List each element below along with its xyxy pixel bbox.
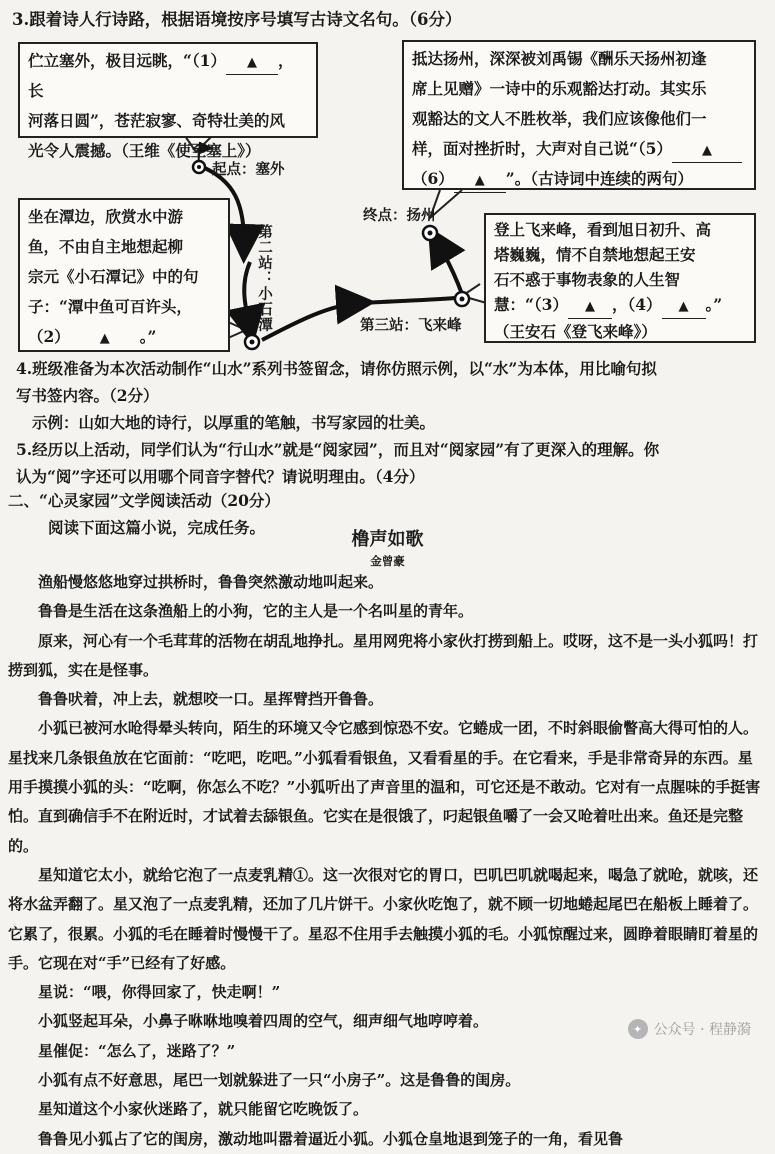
callout-tail (228, 322, 246, 338)
box-line: （王安石《登飞来峰》） (494, 322, 657, 341)
answer-blank-3[interactable]: ▲ (568, 294, 612, 319)
station-start-label: 起点：塞外 (212, 161, 285, 178)
answer-blank-2[interactable]: ▲ (70, 326, 140, 351)
story-paragraph: 星说：“喂，你得回家了，快走啊！” (38, 983, 281, 1002)
watermark (628, 1019, 751, 1039)
box-line: 河落日圆”，苍茫寂寥、奇特壮美的风 (28, 111, 285, 130)
callout-box-feilaifeng (484, 213, 756, 343)
story-paragraph: 星催促：“怎么了，迷路了？” (38, 1041, 236, 1060)
station-marker-icon (423, 226, 437, 240)
callout-box-xiaoshitan (18, 198, 230, 352)
answer-blank-5[interactable]: ▲ (672, 138, 742, 163)
question-3-title: 3.跟着诗人行诗路，根据语境按序号填写古诗文名句。（6分） (12, 10, 462, 29)
callout-box-saiwai (18, 42, 318, 160)
answer-blank-4[interactable]: ▲ (662, 294, 706, 319)
story-paragraph: 鲁鲁见小狐占了它的闺房，激动地叫嚣着逼近小狐。小狐仓皇地退到笼子的一角，看见鲁 (38, 1129, 624, 1148)
box-line: 席上见赠》一诗中的乐观豁达打动。其实乐 (412, 79, 707, 98)
story-body (8, 568, 763, 1154)
station-marker-icon (455, 292, 469, 306)
answer-blank-1[interactable]: ▲ (226, 50, 278, 75)
box-line: （6） ▲ ”。（古诗词中连续的两句） (412, 164, 746, 194)
box-line: 光令人震撼。（王维《使至塞上》） (28, 141, 261, 160)
box-line: 观豁达的文人不胜枚举，我们应该像他们一 (412, 109, 707, 128)
box-line: 伫立塞外，极目远眺，“（1） ▲ ，长 (28, 51, 294, 100)
story-paragraph: 星知道它太小，就给它泡了一点麦乳精①。这一次很对它的胃口，巴叽巴叽就喝起来，喝急了就呛，就咳，还将水盆弄翻了。星又泡了一点麦乳精，还加了几片饼干。小家伙吃饱了，就不顾一切地蜷起尾巴在船板上睡着了。它累了，很累。小狐的毛在睡着时慢慢干了。星忍不住用手去触摸小狐的毛。小狐惊醒过来，圆睁着眼睛盯着星的手。它现在对“手”已经有了好感。 (8, 865, 759, 972)
box-line: 样，面对挫折时，大声对自己说“（5） ▲ (412, 134, 746, 164)
route-path (436, 240, 462, 294)
question-4-line: 写书签内容。（2分） (16, 386, 159, 405)
question-4-example: 示例：山如大地的诗行，以厚重的笔触，书写家园的壮美。 (32, 413, 436, 432)
story-title: 橹声如歌 (351, 529, 424, 550)
question-5-line: 认为“阅”字还可以用哪个同音字替代？请说明理由。（4分） (16, 467, 425, 486)
station-third-label: 第三站：飞来峰 (360, 317, 462, 334)
story-paragraph: 鲁鲁吠着，冲上去，就想咬一口。星挥臂挡开鲁鲁。 (38, 690, 384, 709)
story-paragraph: 小狐有点不好意思，尾巴一划就躲进了一只“小房子”。这是鲁鲁的闺房。 (38, 1071, 521, 1090)
box-line: 鱼，不由自主地想起柳 (28, 237, 184, 256)
story-paragraph: 渔船慢悠悠地穿过拱桥时，鲁鲁突然激动地叫起来。 (38, 573, 384, 591)
watermark-text: 公众号 · 程静漪 (653, 1022, 751, 1038)
section-2-heading: 二、“心灵家园”文学阅读活动（20分） (8, 491, 280, 510)
story-paragraph: 小狐竖起耳朵，小鼻子咻咻地嗅着四周的空气，细声细气地哼哼着。 (38, 1012, 489, 1031)
story-paragraph: 小狐已被河水呛得晕头转向，陌生的环境又令它感到惊恐不安。它蜷成一团，不时斜眼偷瞥高大得可怕的人。星找来几条银鱼放在它面前：“吃吧，吃吧。”小狐看看银鱼，又看看星的手。在它看来，手是非常奇异的东西。星用手摸摸小狐的头：“吃啊，你怎么不吃？”小狐听出了声音里的温和，可它还是不敢动。它对有一点腥味的手挺害怕。直到确信手不在附近时，才试着去舔银鱼。它实在是很饿了，叼起银鱼嚼了一会又呛着吐出来。鱼还是完整的。 (8, 719, 761, 855)
box-line: 登上飞来峰，看到旭日初升、高 (494, 220, 712, 239)
route-path (262, 303, 360, 340)
route-path (360, 298, 455, 303)
question-5 (16, 436, 761, 490)
story-author: 金曾豪 (370, 554, 405, 568)
box-line: 抵达扬州，深深被刘禹锡《酬乐天扬州初逢 (412, 49, 707, 68)
question-4-line: 4.班级准备为本次活动制作“山水”系列书签留念，请你仿照示例，以“水”为本体，用比喻句拟 (16, 359, 657, 378)
story-paragraph: 原来，河心有一个毛茸茸的活物在胡乱地挣扎。星用网兜将小家伙打捞到船上。哎呀，这不是一头小狐吗！打捞到狐，实在是怪事。 (8, 631, 759, 679)
route-path (244, 262, 250, 330)
callout-box-yangzhou (402, 40, 756, 190)
box-line: （2） ▲ 。” (28, 322, 220, 352)
question-4 (16, 355, 761, 436)
story-paragraph: 鲁鲁是生活在这条渔船上的小狗，它的主人是一个名叫星的青年。 (38, 602, 474, 621)
question-5-line: 5.经历以上活动，同学们认为“行山水”就是“阅家园”，而且对“阅家园”有了更深入的理解。你 (16, 440, 660, 459)
box-line: 宗元《小石潭记》中的句 (28, 267, 199, 286)
section-2-instruction: 阅读下面这篇小说，完成任务。 (48, 518, 266, 537)
box-line: 子：“潭中鱼可百许头， (28, 297, 192, 316)
station-second-label: 第二站：小石潭 (256, 224, 273, 333)
box-line: 石不惑于事物表象的人生智 (494, 270, 681, 289)
story-paragraph: 星知道这个小家伙迷路了，就只能留它吃晚饭了。 (38, 1100, 369, 1119)
station-end-label: 终点：扬州 (363, 207, 436, 224)
box-line: 塔巍巍，情不自禁地想起王安 (494, 245, 696, 264)
box-line: 慧：“（3） ▲ ，（4） ▲ 。” (494, 292, 746, 319)
box-line: 坐在潭边，欣赏水中游 (28, 207, 184, 226)
wechat-icon: ✦ (628, 1019, 648, 1039)
answer-blank-6[interactable]: ▲ (454, 168, 506, 193)
